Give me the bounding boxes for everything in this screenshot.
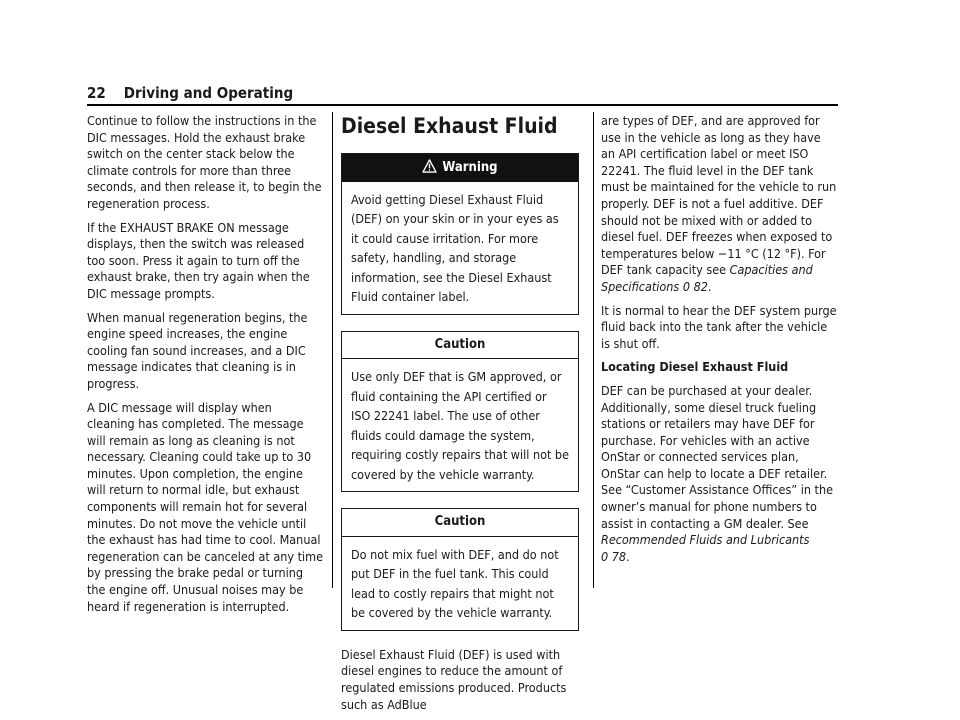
caution-label: Caution	[342, 332, 578, 360]
page-reference[interactable]	[601, 549, 626, 564]
column-divider-right	[593, 112, 594, 588]
page-ref-arrow-icon: 0	[601, 548, 609, 564]
left-column	[87, 113, 323, 622]
column-divider-left	[332, 112, 333, 588]
warning-triangle-icon	[422, 159, 437, 173]
paragraph: When manual regeneration begins, the engine speed increases, the engine cooling fan sound increases, and a DIC message indicates that cleaning is in progress.	[87, 309, 308, 391]
paragraph-text: are types of DEF, and are approved for use in the vehicle as long as they have an API certification label or meet ISO 22241. The fluid level in the DEF tank must be maintained for the vehicle to run properly. DEF is not a fuel additive. DEF should not be mixed with or added to diesel fuel. DEF freezes when exposed to temperatures below −11 °C (12 °F). For DEF tank capacity see	[601, 113, 837, 278]
paragraph-text: DEF can be purchased at your dealer. Additionally, some diesel truck fueling stations or retailers may have DEF for purchase. For vehicles with an active OnStar or connected services plan, OnStar can help to locate a DEF retailer. See “Customer Assistance Offices” in the owner’s manual for phone numbers to assist in contacting a GM dealer. See	[601, 382, 833, 531]
caution-text: Do not mix fuel with DEF, and do not put DEF in the fuel tank. This could lead to costly repairs that might not be covered by the vehicle warranty.	[351, 546, 559, 621]
caution-box	[341, 331, 579, 493]
caution-label: Caution	[342, 509, 578, 537]
section-heading: Diesel Exhaust Fluid	[341, 114, 558, 138]
caution-box	[341, 508, 579, 631]
page-ref-number: 78	[611, 548, 627, 564]
section-title: Driving and Operating	[123, 84, 294, 102]
page-ref-arrow-icon: 0	[682, 278, 690, 294]
paragraph	[601, 113, 838, 296]
page-ref-number: 82	[693, 278, 708, 294]
punctuation: .	[707, 278, 712, 294]
warning-text: Avoid getting Diesel Exhaust Fluid (DEF) on your skin or in your eyes as it could cause irritation. For more safety, handling, and storage information, see the Diesel Exhaust Fluid container label.	[351, 191, 559, 305]
punctuation: .	[626, 548, 630, 564]
subheading: Locating Diesel Exhaust Fluid	[601, 359, 789, 375]
cross-reference-link[interactable]: Recommended Fluids and Lubricants	[601, 532, 810, 548]
right-column	[601, 113, 838, 572]
paragraph: If the EXHAUST BRAKE ON message displays, then the switch was released too soon. Press it again to turn off the exhaust brake, then try again when the DIC message prompts.	[87, 219, 310, 301]
warning-box	[341, 153, 579, 315]
paragraph	[601, 383, 838, 566]
paragraph: Diesel Exhaust Fluid (DEF) is used with diesel engines to reduce the amount of regulated emissions produced. Products such as AdBlue	[341, 646, 567, 712]
warning-label: Warning	[442, 160, 498, 175]
warning-header	[342, 154, 578, 182]
page-number: 22	[87, 84, 106, 102]
paragraph: It is normal to hear the DEF system purge fluid back into the tank after the vehicle is shut off.	[601, 302, 837, 351]
paragraph: A DIC message will display when cleaning has completed. The message will remain as long as cleaning is not necessary. Cleaning could take up to 30 minutes. Upon completion, the engine will return to normal idle, but exhaust components will remain hot for several minutes. Do not move the vehicle until the exhaust has had time to cool. Manual regeneration can be canceled at any time by pressing the brake pedal or turning the engine off. Unusual noises may be heard if regeneration is interrupted.	[87, 399, 323, 614]
paragraph: Continue to follow the instructions in the DIC messages. Hold the exhaust brake switch on the center stack below the climate controls for more than three seconds, and then release it, to begin the regeneration process.	[87, 113, 322, 211]
page-reference[interactable]	[683, 279, 708, 294]
caution-text: Use only DEF that is GM approved, or fluid containing the API certified or ISO 22241 label. The use of other fluids could damage the system, requiring costly repairs that will not be covered by the vehicle warranty.	[351, 369, 569, 482]
cross-reference-link[interactable]: Capacities and Specifications	[601, 262, 813, 294]
middle-column	[341, 113, 579, 720]
page-header	[87, 84, 293, 102]
header-rule	[87, 104, 838, 106]
